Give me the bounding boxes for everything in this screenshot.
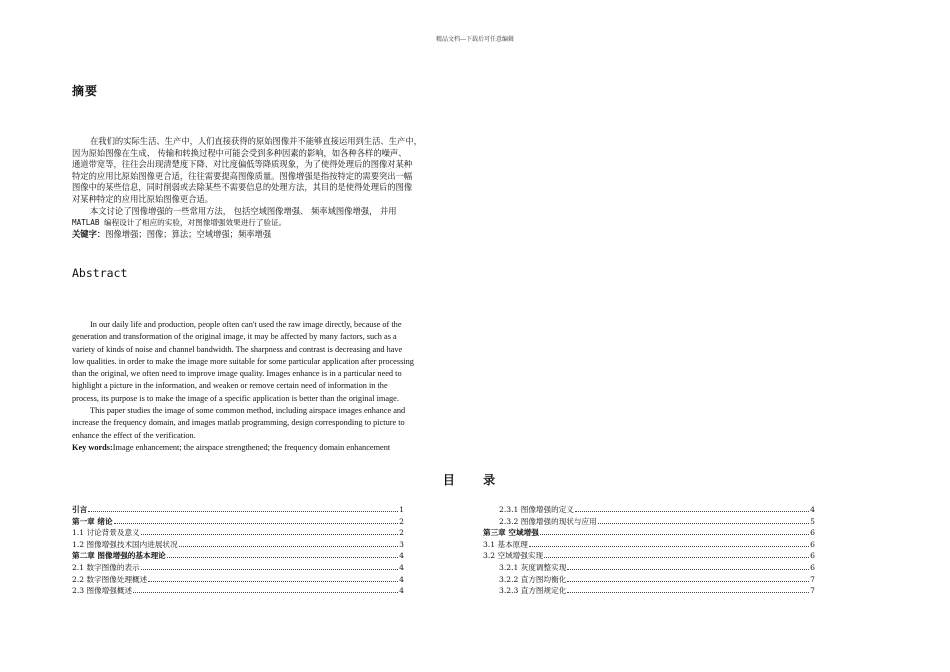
toc-entry-text: 3.2.1 灰度调整实现 [499, 562, 567, 572]
toc-leader-dots [575, 504, 809, 512]
abstract-en-line: than the original, we often need to improve image quality. Images enhance is in a particular need to [72, 369, 402, 379]
toc-entry[interactable] [483, 539, 815, 551]
toc-entry-page: 4 [399, 551, 404, 561]
toc-entry[interactable] [72, 562, 404, 574]
toc-right-column [483, 504, 815, 597]
toc-entry-text: 3.2.2 直方图均衡化 [499, 574, 567, 584]
toc-leader-dots [114, 516, 398, 524]
toc-entry-page: 5 [810, 516, 815, 526]
toc-leader-dots [540, 527, 809, 535]
toc-entry-text: 3.2.3 直方图规定化 [499, 586, 567, 596]
toc-leader-dots [567, 562, 809, 570]
toc-entry-text: 1.2 图像增强技术国内进展状况 [72, 539, 178, 549]
toc-entry[interactable] [483, 574, 815, 586]
toc-entry[interactable] [72, 585, 404, 597]
abstract-en-line: variety of kinds of noise and channel bandwidth. The sharpness and contrast is decreasing and have [72, 344, 403, 354]
toc-leader-dots [148, 574, 398, 582]
abstract-en-line: process, its purpose is to make the image of a specific application is better than the original image. [72, 393, 399, 403]
toc-entry-page: 4 [810, 505, 815, 514]
toc-leader-dots [567, 574, 809, 582]
toc-entry-text: 2.3.2 图像增强的现状与应用 [499, 516, 597, 526]
page-header-note: 精品文档---下载后可任意编辑 [435, 36, 515, 43]
toc-leader-dots [88, 504, 398, 512]
abstract-en-line: In our daily life and production, people often can't used the raw image directly, because of the [90, 320, 402, 329]
abstract-zh-line: 因为原始图像在生成、 传输和转换过程中可能会受到多种因素的影响，如各种各样的噪声、 [72, 147, 407, 158]
abstract-en-line: low qualities. in order to make the image more suitable for some particular application after processing [72, 356, 414, 366]
abstract-en-title: Abstract [72, 266, 128, 280]
toc-entry[interactable] [483, 504, 815, 516]
toc-entry-text: 2.1 数字图像的表示 [72, 562, 140, 572]
abstract-zh-body [72, 136, 472, 240]
keywords-text: 图像增强；图像；算法；空域增强；频率增强 [105, 228, 272, 239]
toc-entry-page: 6 [810, 539, 815, 549]
toc-entry-page: 2 [399, 528, 404, 538]
toc-left-column [72, 504, 404, 597]
keywords-label: 关键字： [72, 228, 106, 239]
toc-entry[interactable] [72, 516, 404, 528]
abstract-zh-line: 通道带宽等，往往会出现清楚度下降、对比度偏低等降质现象，为了使得处理后的图像对某种 [72, 159, 413, 170]
toc-entry-text: 3.2 空域增强实现 [483, 551, 544, 561]
toc-entry-page: 4 [399, 586, 404, 596]
toc-leader-dots [179, 539, 398, 547]
abstract-en-line: increase the frequency domain, and images matlab programming, design corresponding to picture to [72, 418, 405, 428]
toc-entry[interactable] [483, 585, 815, 597]
toc-entry-text: 第二章 图像增强的基本理论 [72, 551, 166, 561]
toc-title: 目 录 [442, 473, 508, 487]
toc-entry-page: 6 [810, 528, 815, 538]
toc-leader-dots [529, 539, 809, 547]
toc-leader-dots [141, 562, 398, 570]
toc-leader-dots [567, 585, 809, 593]
toc-entry[interactable] [483, 516, 815, 528]
toc-entry-page: 4 [399, 574, 404, 584]
toc-entry[interactable] [483, 527, 815, 539]
abstract-en-line: highlight a picture in the information, and weaken or remove certain need of information in the [72, 381, 388, 391]
toc-entry[interactable] [72, 504, 404, 516]
keywords-label-en: Key words: [72, 442, 113, 452]
abstract-zh-line: 在我们的实际生活、生产中，人们直接获得的原始图像并不能够直接运用到生活、生产中， [90, 136, 422, 146]
toc-entry[interactable] [72, 539, 404, 551]
abstract-en-body [72, 319, 472, 454]
abstract-zh-line: 对某种特定的应用比原始图像更合适。 [72, 193, 214, 204]
toc-entry-page: 7 [810, 574, 815, 584]
toc-entry[interactable] [72, 574, 404, 586]
abstract-zh-title: 摘要 [72, 84, 99, 98]
abstract-en-keywords [72, 442, 472, 454]
toc-leader-dots [141, 527, 398, 535]
toc-entry-text: 第一章 绪论 [72, 516, 113, 526]
toc-entry-text: 3.1 基本原理 [483, 539, 528, 549]
toc-entry-page: 1 [399, 505, 404, 514]
abstract-en-line: This paper studies the image of some common method, including airspace images enhance and [90, 406, 406, 416]
abstract-en-line: generation and transformation of the original image, it may be affected by many factors, such as a [72, 332, 397, 342]
abstract-zh-line: 本文讨论了图像增强的一些常用方法， 包括空域图像增强、 频率域图像增强， 并用 [90, 205, 397, 216]
toc-leader-dots [544, 550, 809, 558]
abstract-zh-line: MATLAB 编程设计了相应的实验，对图像增强效果进行了验证。 [72, 218, 287, 228]
abstract-zh-line: 图像中的某些信息，同时削弱或去除某些不需要信息的处理方法，其目的是使得处理后的图像 [72, 182, 413, 193]
toc-entry-text: 2.2 数字图像处理概述 [72, 574, 148, 584]
toc-entry-page: 6 [810, 562, 815, 572]
abstract-zh-line: 特定的应用比原始图像更合适，往往需要提高图像质量。图像增强是指按特定的需要突出一幅 [72, 170, 413, 181]
abstract-en-line: enhance the effect of the verification. [72, 430, 196, 440]
abstract-zh-keywords [72, 229, 472, 241]
toc-entry[interactable] [72, 527, 404, 539]
toc-entry-page: 2 [399, 516, 404, 526]
toc-entry[interactable] [483, 562, 815, 574]
toc-leader-dots [167, 550, 398, 558]
toc-entry-text: 2.3.1 图像增强的定义 [499, 505, 574, 514]
toc-entry-page: 6 [810, 551, 815, 561]
toc-entry-text: 1.1 讨论背景及意义 [72, 528, 140, 538]
toc-entry-text: 2.3 图像增强概述 [72, 586, 133, 596]
toc-entry-page: 3 [399, 539, 404, 549]
toc-entry[interactable] [72, 550, 404, 562]
toc-entry[interactable] [483, 550, 815, 562]
keywords-text-en: Image enhancement; the airspace strengthened; the frequency domain enhancement [112, 442, 391, 452]
toc-entry-page: 4 [399, 562, 404, 572]
toc-leader-dots [133, 585, 398, 593]
toc-entry-page: 7 [810, 586, 815, 596]
toc-entry-text: 第三章 空域增强 [483, 528, 539, 538]
toc-leader-dots [598, 516, 809, 524]
toc-entry-text: 引言 [72, 505, 88, 514]
